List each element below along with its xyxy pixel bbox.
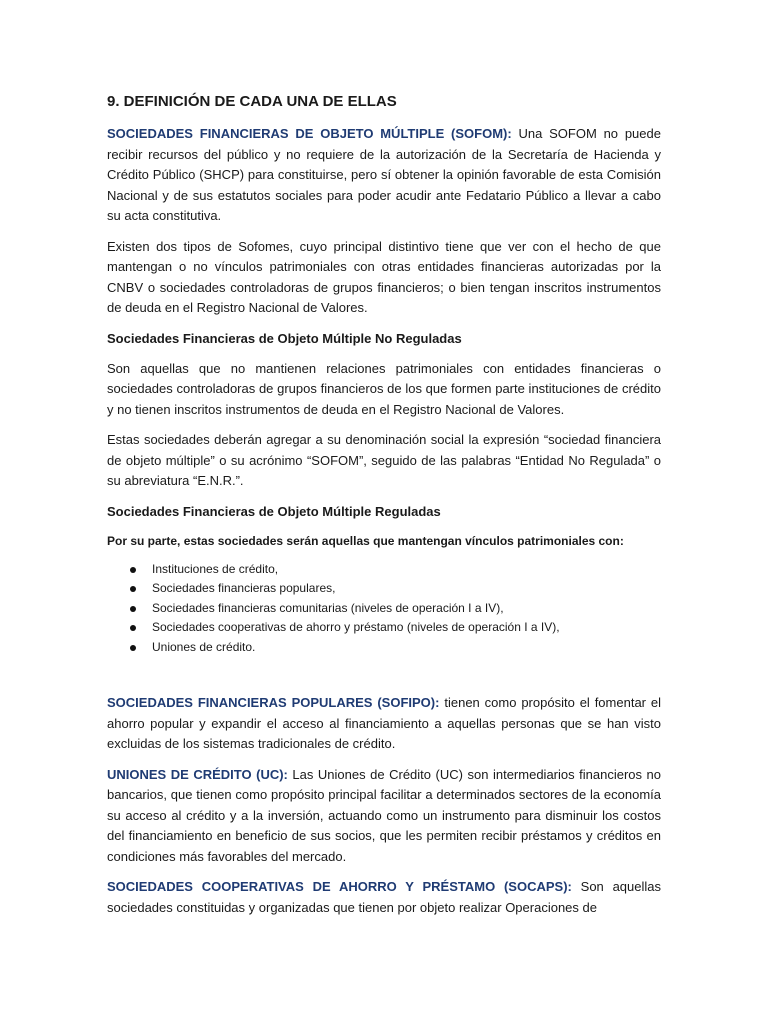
socaps-paragraph [107, 877, 661, 918]
sofipo-term: SOCIEDADES FINANCIERAS POPULARES (SOFIPO): [107, 695, 440, 710]
bullet-icon [130, 606, 136, 612]
sofipo-paragraph [107, 693, 661, 755]
bullet-icon [130, 645, 136, 651]
socaps-term: SOCIEDADES COOPERATIVAS DE AHORRO Y PRÉSTAMO (SOCAPS): [107, 879, 572, 894]
bullet-icon [130, 567, 136, 573]
no-reguladas-paragraph-2: Estas sociedades deberán agregar a su denominación social la expresión “sociedad financiera de objeto múltiple” o su acrónimo “SOFOM”, seguido de las palabras “Entidad No Regulada” o su abreviatura “E.N.R.”. [107, 432, 661, 488]
document-page [107, 92, 661, 928]
sofom-text: Una SOFOM no puede recibir recursos del público y no requiere de la autorización de la Secretaría de Hacienda y Crédito Público (SHCP) para constituirse, pero sí obtener la opinión favorable de esta Comisión Nacional y de sus estatutos sociales para poder acudir ante Fedatario Público a llevar a cabo su acta constitutiva. [107, 126, 661, 223]
no-reguladas-subhead: Sociedades Financieras de Objeto Múltiple No Reguladas [107, 330, 462, 346]
uc-term: UNIONES DE CRÉDITO (UC): [107, 766, 288, 782]
list-item: Sociedades cooperativas de ahorro y préstamo (niveles de operación I a IV), [107, 618, 661, 638]
uc-paragraph [107, 765, 661, 868]
reguladas-subhead: Sociedades Financieras de Objeto Múltiple Reguladas [107, 503, 441, 519]
socaps-text: Son aquellas sociedades constituidas y organizadas que tienen por objeto realizar Operaciones de [107, 879, 661, 915]
list-item: Sociedades financieras populares, [107, 579, 661, 599]
sofom-term: SOCIEDADES FINANCIERAS DE OBJETO MÚLTIPLE (SOFOM): [107, 126, 512, 141]
sofom-paragraph [107, 124, 661, 227]
section-heading: 9. DEFINICIÓN DE CADA UNA DE ELLAS [107, 93, 397, 110]
reguladas-intro: Por su parte, estas sociedades serán aquellas que mantengan vínculos patrimoniales con: [107, 533, 624, 548]
bullet-icon [130, 625, 136, 631]
sofom-types-paragraph: Existen dos tipos de Sofomes, cuyo principal distintivo tiene que ver con el hecho de que mantengan o no vínculos patrimoniales con otras entidades financieras autorizadas por la CNBV o sociedades controladoras de grupos financieros; o bien tengan inscritos instrumentos de deuda en el Registro Nacional de Valores. [107, 238, 661, 315]
reguladas-list [107, 560, 661, 658]
sofipo-text: tienen como propósito el fomentar el ahorro popular y expandir el acceso al financiamiento a aquellas personas que se han visto excluidas de los sistemas tradicionales de crédito. [107, 695, 662, 751]
list-item: Instituciones de crédito, [107, 560, 661, 580]
uc-text: Las Uniones de Crédito (UC) son intermediarios financieros no bancarios, que tienen como propósito principal facilitar a determinados sectores de la economía su acceso al crédito y a la inversión, actuando como un instrumento para disminuir los costos del financiamiento en beneficio de sus socios, que les permiten recibir préstamos y créditos en condiciones más favorables del mercado. [107, 766, 661, 864]
bullet-icon [130, 586, 136, 592]
list-item: Uniones de crédito. [107, 638, 661, 658]
list-item: Sociedades financieras comunitarias (niveles de operación I a IV), [107, 599, 661, 619]
no-reguladas-paragraph-1: Son aquellas que no mantienen relaciones patrimoniales con entidades financieras o sociedades controladoras de grupos financieros de los que formen parte instituciones de crédito y no tienen inscritos instrumentos de deuda en el Registro Nacional de Valores. [107, 360, 661, 417]
